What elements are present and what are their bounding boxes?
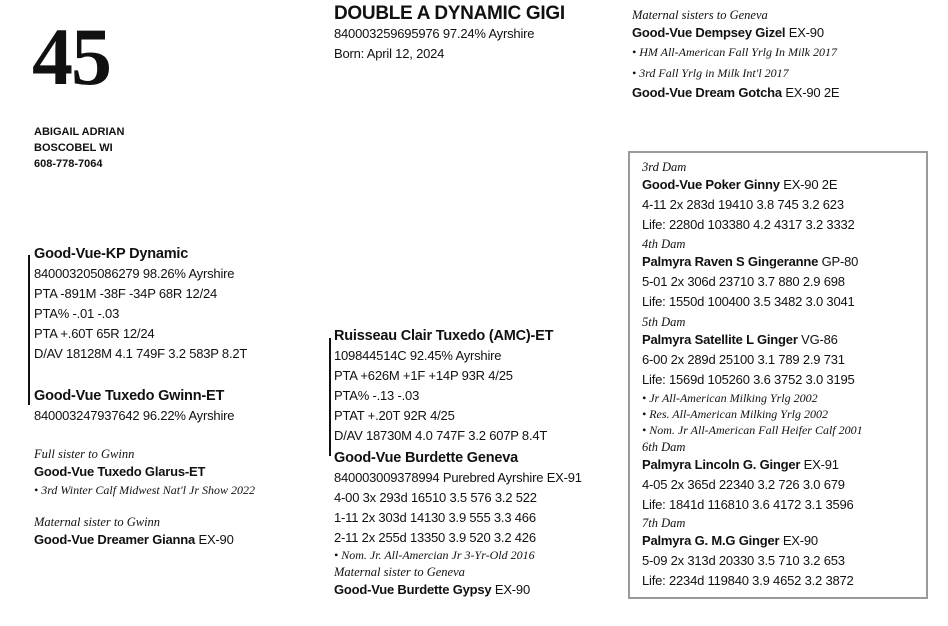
dams-sire-block	[334, 326, 553, 446]
dam-block	[34, 386, 234, 426]
sire-name: Good-Vue-KP Dynamic	[34, 246, 189, 262]
geneva-sisters-block	[632, 6, 839, 102]
dam-name: Good-Vue Tuxedo Gwinn-ET	[34, 388, 225, 404]
animal-registration: 840003259695976 97.24% Ayrshire	[334, 26, 535, 41]
geneva-sister-1-note-1: • HM All-American Fall Yrlg In Milk 2017	[632, 45, 837, 59]
dam-7-entry	[642, 515, 854, 591]
geneva-sister-label: Maternal sister to Geneva	[334, 565, 465, 579]
dam-3-label: 3rd Dam	[642, 160, 687, 174]
lot-number: 45	[32, 11, 110, 102]
geneva-sister-score: EX-90	[491, 582, 530, 597]
sire-line-3: PTA% -.01 -.03	[34, 306, 120, 321]
dam-3-life: Life: 2280d 103380 4.2 4317 3.2 3332	[642, 217, 855, 232]
animal-birth-date: Born: April 12, 2024	[334, 46, 445, 61]
dams-sire-line-5: D/AV 18730M 4.0 747F 3.2 607P 8.4T	[334, 428, 548, 443]
dam-5-note-3: • Nom. Jr All-American Fall Heifer Calf 2001	[642, 423, 863, 437]
dam-7-name: Palmyra G. M.G Ginger	[642, 533, 780, 548]
second-dam-extra	[334, 546, 535, 600]
maternal-sister-gwinn-label: Maternal sister to Gwinn	[34, 515, 161, 529]
sire-line-5: D/AV 18128M 4.1 749F 3.2 583P 8.2T	[34, 346, 248, 361]
geneva-sister-name: Good-Vue Burdette Gypsy	[334, 582, 492, 597]
dam-4-label: 4th Dam	[642, 237, 686, 251]
owner-phone: 608-778-7064	[34, 158, 103, 170]
dam-4-life: Life: 1550d 100400 3.5 3482 3.0 3041	[642, 294, 855, 309]
dam-6-label: 6th Dam	[642, 440, 686, 454]
dam-4-name: Palmyra Raven S Gingeranne	[642, 254, 819, 269]
second-dam-record-2: 1-11 2x 303d 14130 3.9 555 3.3 466	[334, 510, 536, 525]
full-sister-label: Full sister to Gwinn	[34, 447, 135, 461]
full-sister-block	[34, 445, 255, 499]
dam-6-score: EX-91	[800, 457, 839, 472]
dam-6-name: Palmyra Lincoln G. Ginger	[642, 457, 801, 472]
dams-sire-line-1: 109844514C 92.45% Ayrshire	[334, 348, 502, 363]
geneva-sister-2-score: EX-90 2E	[781, 85, 840, 100]
geneva-sisters-label: Maternal sisters to Geneva	[632, 8, 768, 22]
dam-7-life: Life: 2234d 119840 3.9 4652 3.2 3872	[642, 573, 854, 588]
second-dam-registration: 840003009378994 Purebred Ayrshire EX-91	[334, 470, 582, 485]
dam-5-record: 6-00 2x 289d 25100 3.1 789 2.9 731	[642, 352, 845, 367]
sire-line-1: 840003205086279 98.26% Ayrshire	[34, 266, 235, 281]
geneva-sister-1-score: EX-90	[785, 25, 824, 40]
maternal-sister-gwinn-block	[34, 513, 234, 549]
geneva-sister-1-note-2: • 3rd Fall Yrlg in Milk Int'l 2017	[632, 66, 789, 80]
dam-7-label: 7th Dam	[642, 516, 686, 530]
dam-7-record: 5-09 2x 313d 20330 3.5 710 3.2 653	[642, 553, 845, 568]
second-dam-record-3: 2-11 2x 255d 13350 3.9 520 3.2 426	[334, 530, 536, 545]
dam-registration: 840003247937642 96.22% Ayrshire	[34, 408, 235, 423]
dam-5-note-2: • Res. All-American Milking Yrlg 2002	[642, 407, 828, 421]
geneva-sister-1-name: Good-Vue Dempsey Gizel	[632, 25, 786, 40]
dam-4-entry	[642, 236, 858, 312]
sire-line-2: PTA -891M -38F -34P 68R 12/24	[34, 286, 218, 301]
maternal-sister-gwinn-score: EX-90	[195, 532, 234, 547]
dams-sire-name: Ruisseau Clair Tuxedo (AMC)-ET	[334, 328, 554, 344]
owner-name: ABIGAIL ADRIAN	[34, 126, 125, 138]
dam-3-entry	[642, 159, 855, 235]
full-sister-name: Good-Vue Tuxedo Glarus-ET	[34, 464, 206, 479]
dam-5-life: Life: 1569d 105260 3.6 3752 3.0 3195	[642, 372, 855, 387]
dam-6-life: Life: 1841d 116810 3.6 4172 3.1 3596	[642, 497, 854, 512]
animal-name: DOUBLE A DYNAMIC GIGI	[334, 3, 565, 24]
dam-3-record: 4-11 2x 283d 19410 3.8 745 3.2 623	[642, 197, 844, 212]
dam-4-score: GP-80	[818, 254, 859, 269]
dams-sire-line-3: PTA% -.13 -.03	[334, 388, 420, 403]
dam-7-score: EX-90	[779, 533, 818, 548]
dams-sire-line-2: PTA +626M +1F +14P 93R 4/25	[334, 368, 513, 383]
dam-5-entry	[642, 314, 863, 438]
dam-6-entry	[642, 439, 854, 515]
ancestral-dams-box	[628, 151, 928, 599]
sire-bracket-line	[28, 255, 30, 405]
dam-5-note-1: • Jr All-American Milking Yrlg 2002	[642, 391, 818, 405]
dam-5-label: 5th Dam	[642, 315, 686, 329]
maternal-sister-gwinn-name: Good-Vue Dreamer Gianna	[34, 532, 196, 547]
dam-5-score: VG-86	[797, 332, 838, 347]
second-dam-note: • Nom. Jr. All-Amercian Jr 3-Yr-Old 2016	[334, 548, 535, 562]
second-dam-record-1: 4-00 3x 293d 16510 3.5 576 3.2 522	[334, 490, 537, 505]
second-dam-block	[334, 448, 582, 548]
owner-location: BOSCOBEL WI	[34, 142, 113, 154]
full-sister-note: • 3rd Winter Calf Midwest Nat'l Jr Show 2022	[34, 483, 255, 497]
dam-6-record: 4-05 2x 365d 22340 3.2 726 3.0 679	[642, 477, 845, 492]
second-dam-name: Good-Vue Burdette Geneva	[334, 450, 518, 466]
dam-5-name: Palmyra Satellite L Ginger	[642, 332, 798, 347]
dam-4-record: 5-01 2x 306d 23710 3.7 880 2.9 698	[642, 274, 845, 289]
dams-sire-bracket-line	[329, 338, 331, 456]
dam-3-name: Good-Vue Poker Ginny	[642, 177, 780, 192]
dams-sire-line-4: PTAT +.20T 92R 4/25	[334, 408, 455, 423]
dam-3-score: EX-90 2E	[779, 177, 838, 192]
owner-block	[34, 124, 124, 172]
sire-line-4: PTA +.60T 65R 12/24	[34, 326, 155, 341]
animal-header	[334, 4, 565, 64]
geneva-sister-2-name: Good-Vue Dream Gotcha	[632, 85, 782, 100]
sire-block	[34, 244, 247, 364]
